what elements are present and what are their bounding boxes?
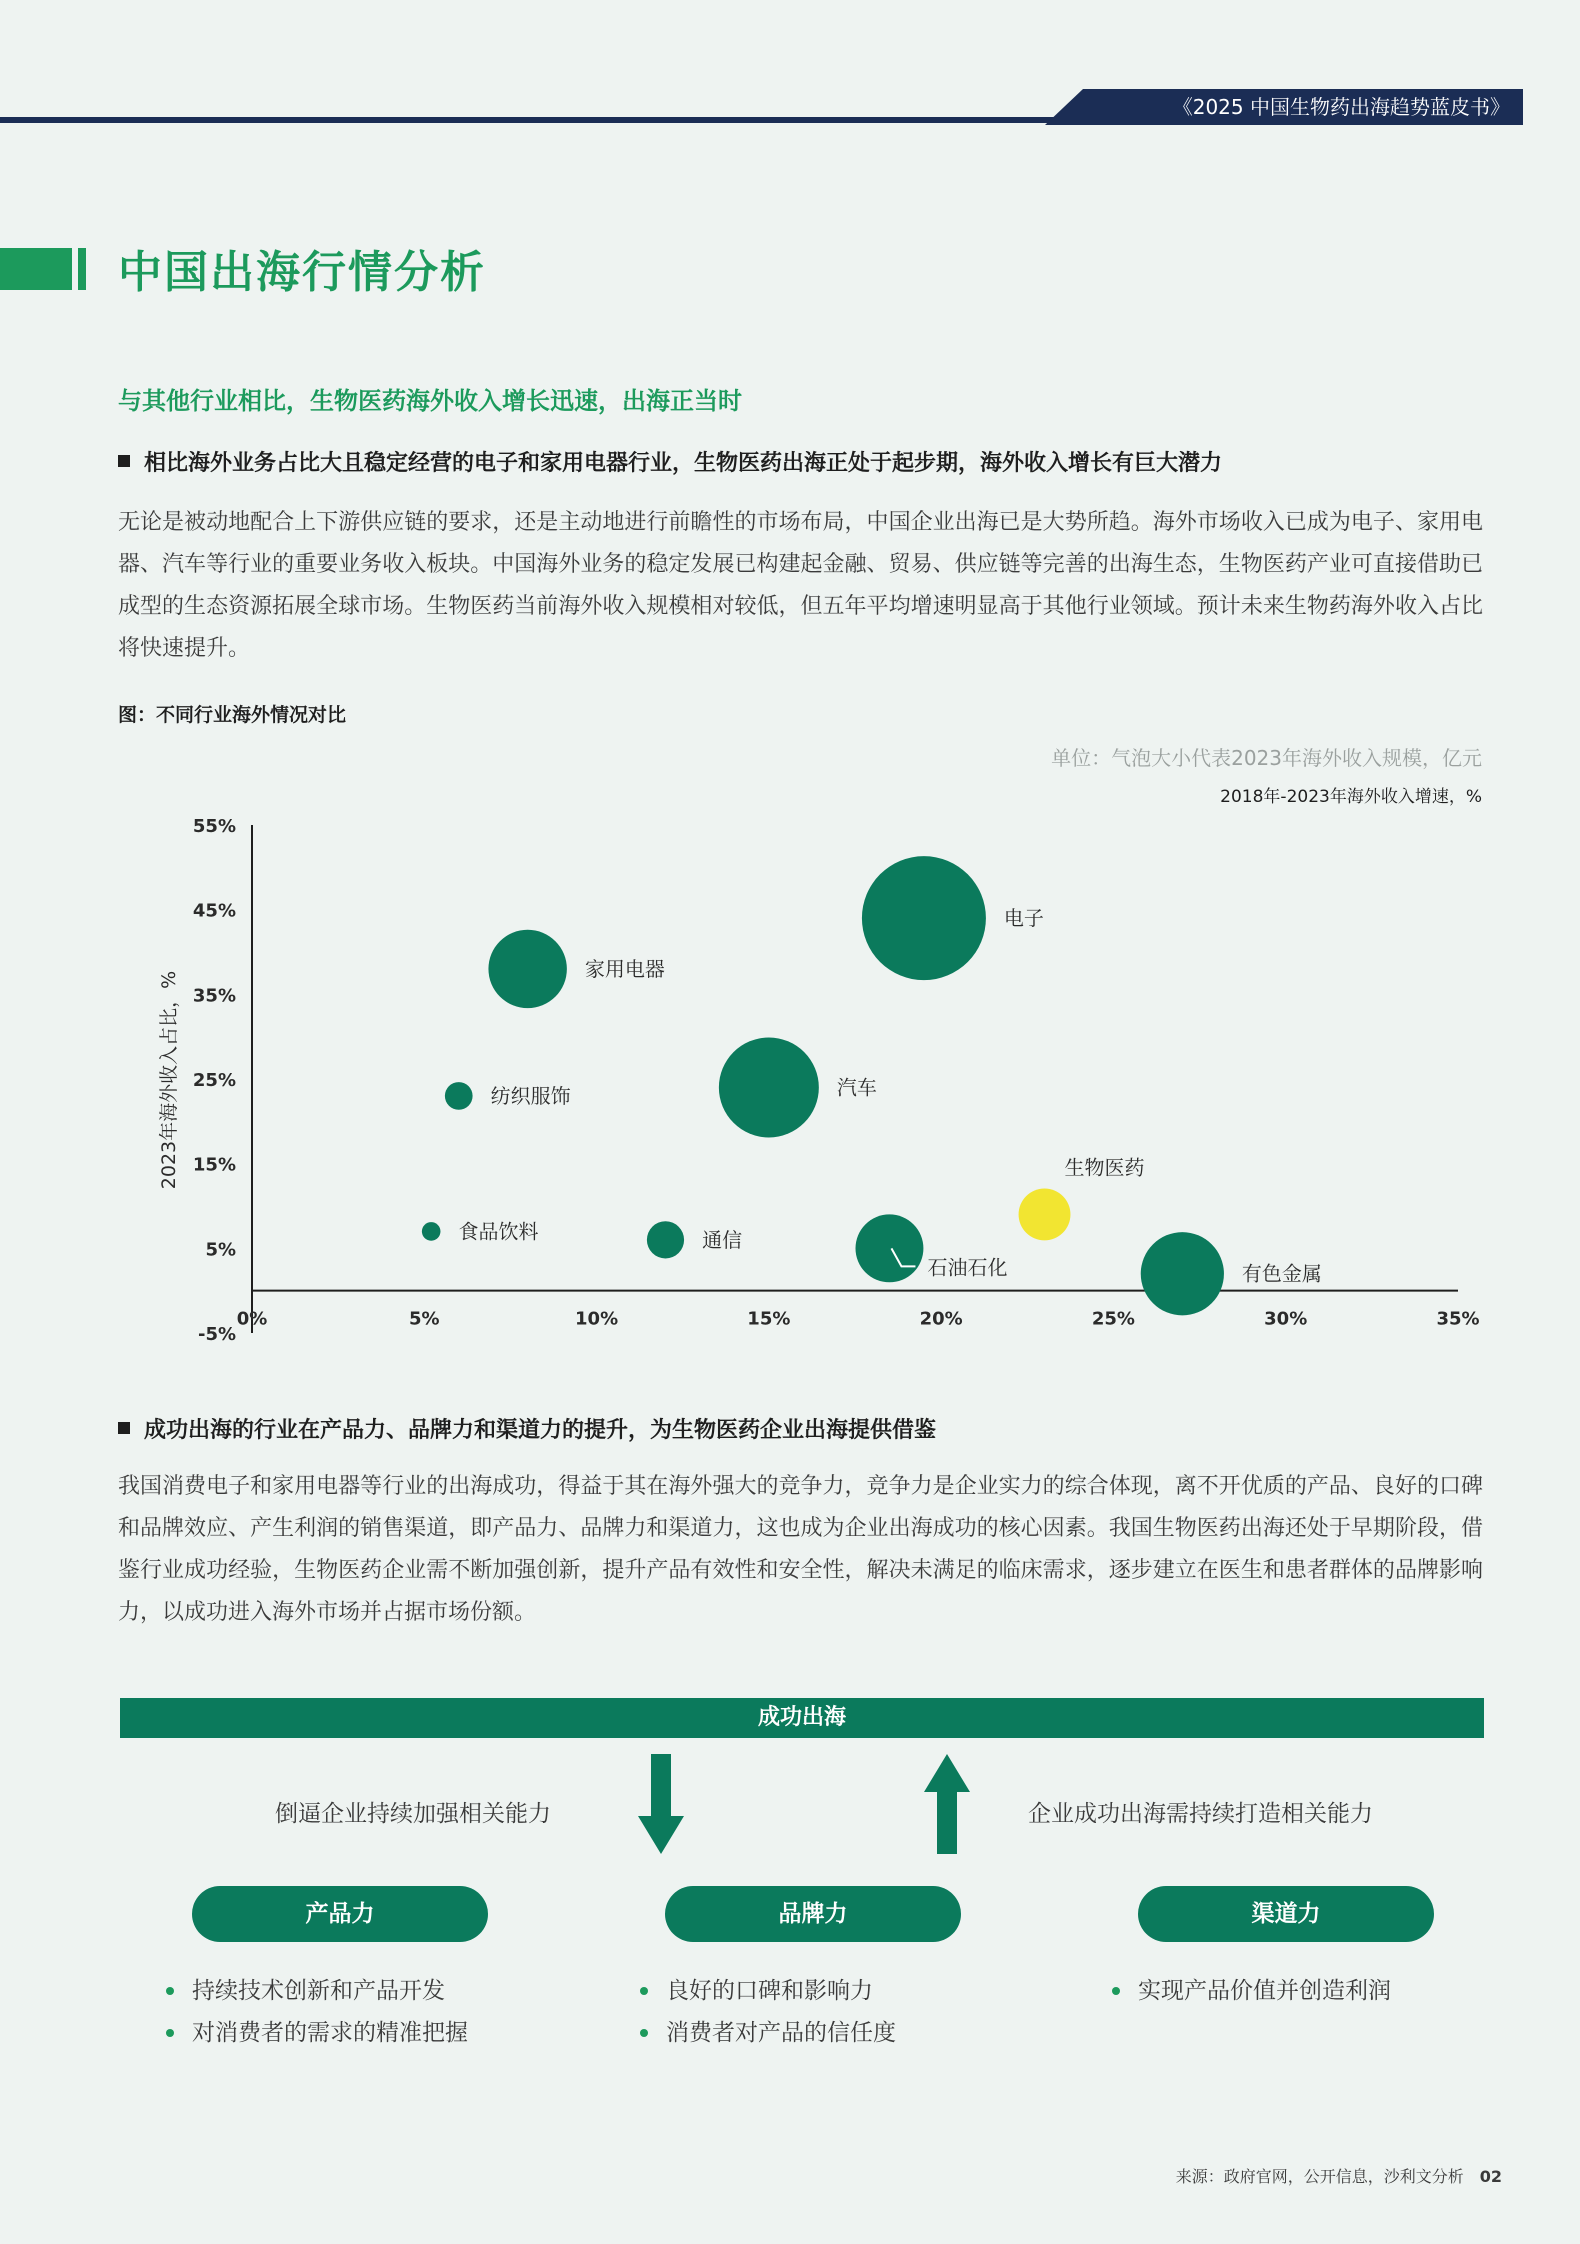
y-axis-label: 2023年海外收入占比，% <box>158 970 180 1190</box>
block2-paragraph: 我国消费电子和家用电器等行业的出海成功，得益于其在海外强大的竞争力，竞争力是企业实力的综合体现，离不开优质的产品、良好的口碑和品牌效应、产生利润的销售渠道，即产品力、品牌力和渠道力，这也成为企业出海成功的核心因素。我国生物医药出海还处于早期阶段，借鉴行业成功经验，生物医药企业需不断加强创新，提升产品有效性和安全性，解决未满足的临床需求，逐步建立在医生和患者群体的品牌影响力，以成功进入海外市场并占据市场份额。 <box>118 1474 1483 1625</box>
title-accent-bar <box>0 248 72 290</box>
bubble-label: 通信 <box>702 1227 743 1252</box>
block1-paragraph: 无论是被动地配合上下游供应链的要求，还是主动地进行前瞻性的市场布局，中国企业出海已是大势所趋。海外市场收入已成为电子、家用电器、汽车等行业的重要业务收入板块。中国海外业务的稳定发展已构建起金融、贸易、供应链等完善的出海生态，生物医药产业可直接借助已成型的生态资源拓展全球市场。生物医药当前海外收入规模相对较低，但五年平均增速明显高于其他行业领域。预计未来生物药海外收入占比将快速提升。 <box>118 510 1483 661</box>
page-number: 02 <box>1479 2167 1502 2186</box>
list-item: 对消费者的需求的精准把握 <box>166 2012 468 2054</box>
bubble-label: 纺织服饰 <box>490 1083 571 1108</box>
x-tick-label: 5% <box>409 1308 440 1330</box>
bubble-label: 石油石化 <box>927 1255 1008 1280</box>
product-points <box>166 1970 468 2054</box>
bubble-家用电器 <box>488 930 566 1008</box>
bubble-chart <box>0 800 1580 1360</box>
arrow-up-icon <box>924 1754 970 1854</box>
list-item: 消费者对产品的信任度 <box>640 2012 896 2054</box>
list-item: 良好的口碑和影响力 <box>640 1970 896 2012</box>
page-title: 中国出海行情分析 <box>118 247 486 298</box>
bubble-label: 汽车 <box>836 1075 877 1100</box>
bubble-label: 有色金属 <box>1241 1261 1322 1286</box>
y-tick-label: 55% <box>192 816 236 837</box>
left-caption: 倒逼企业持续加强相关能力 <box>275 1801 551 1827</box>
pillar-brand: 品牌力 <box>665 1886 961 1942</box>
success-band: 成功出海 <box>120 1698 1484 1738</box>
bubble-label: 生物医药 <box>1064 1155 1145 1180</box>
list-item: 持续技术创新和产品开发 <box>166 1970 468 2012</box>
bubble-纺织服饰 <box>445 1082 473 1110</box>
y-tick-label: 15% <box>192 1154 236 1176</box>
bubble-食品饮料 <box>422 1222 441 1241</box>
pillar-channel: 渠道力 <box>1138 1886 1434 1942</box>
section-subtitle: 与其他行业相比，生物医药海外收入增长迅速，出海正当时 <box>118 387 742 415</box>
source-note: 来源：政府官网，公开信息，沙利文分析 <box>1175 2167 1464 2186</box>
y-tick-label: 35% <box>192 985 236 1007</box>
x-tick-label: 10% <box>575 1308 619 1330</box>
y-tick-label: 45% <box>192 900 236 922</box>
title-accent-stripe <box>78 248 86 290</box>
channel-points <box>1112 1970 1391 2012</box>
x-tick-label: 15% <box>747 1308 791 1330</box>
x-tick-label: 30% <box>1264 1308 1308 1330</box>
list-item: 实现产品价值并创造利润 <box>1112 1970 1391 2012</box>
bubble-label: 食品饮料 <box>458 1219 539 1244</box>
x-tick-label: 25% <box>1091 1308 1135 1330</box>
bubble-电子 <box>862 856 986 980</box>
figure-title: 图：不同行业海外情况对比 <box>118 704 347 726</box>
x-tick-label: 35% <box>1436 1308 1480 1330</box>
footer <box>1176 2164 1502 2187</box>
y-tick-label: 25% <box>192 1070 236 1091</box>
bubble-label: 电子 <box>1003 906 1044 931</box>
right-caption: 企业成功出海需持续打造相关能力 <box>1028 1801 1373 1827</box>
brand-points <box>640 1970 896 2054</box>
figure-unit-size: 单位：气泡大小代表2023年海外收入规模，亿元 <box>1051 746 1482 770</box>
y-tick-label: 5% <box>205 1239 236 1261</box>
x-tick-label: 0% <box>236 1308 268 1330</box>
y-tick-label: -5% <box>197 1324 236 1345</box>
bubble-生物医药 <box>1019 1189 1071 1241</box>
bubble-label: 家用电器 <box>584 956 665 981</box>
document-title: 《2025 中国生物药出海趋势蓝皮书》 <box>1172 95 1510 119</box>
block1-heading: 相比海外业务占比大且稳定经营的电子和家用电器行业，生物医药出海正处于起步期，海外收入增长有巨大潜力 <box>118 446 1222 477</box>
pillar-product: 产品力 <box>192 1886 488 1942</box>
arrow-down-icon <box>638 1754 684 1854</box>
bubble-石油石化 <box>855 1214 923 1282</box>
bubble-通信 <box>647 1221 684 1258</box>
bubble-有色金属 <box>1141 1232 1224 1315</box>
figure-unit-x: 2018年-2023年海外收入增速，% <box>1220 787 1482 807</box>
x-tick-label: 20% <box>919 1308 963 1330</box>
block2-heading: 成功出海的行业在产品力、品牌力和渠道力的提升，为生物医药企业出海提供借鉴 <box>118 1413 936 1444</box>
bubble-汽车 <box>719 1037 819 1137</box>
